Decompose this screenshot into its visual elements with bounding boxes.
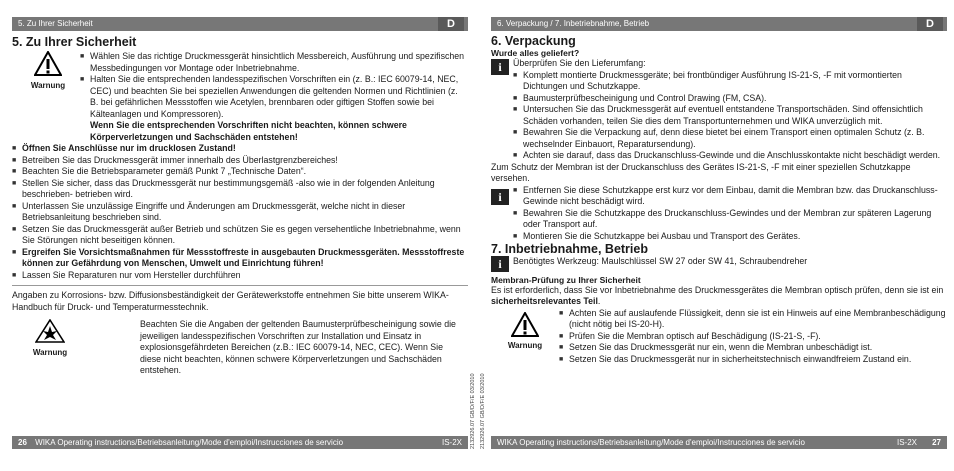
tools-text: Benötigtes Werkzeug: Maulschlüssel SW 27 oder SW 41, Schraubendreher: [513, 256, 808, 266]
warning-item: ■ Halten Sie die entsprechenden landesspezifischen Vorschriften ein (z. B.: IEC 60079-14, NEC, CEC) und beachten Sie bei speziellen Anwendungen die geltenden Normen und Richtlinien (z. B. bei gefährlichen Messstoffen wie Acetylen, brennbaren oder giftigen Stoffen sowie bei Kälteanlagen und Kompressoren).: [80, 74, 468, 120]
left-page: [12, 17, 468, 377]
safety-bullet: ■ Öffnen Sie Anschlüsse nur im drucklosen Zustand!: [12, 143, 468, 155]
right-footer: [491, 436, 947, 449]
left-language-badge: D: [438, 17, 464, 31]
corrosion-note: Angaben zu Korrosions- bzw. Diffusionsbeständigkeit der Gerätewerkstoffe entnehmen Sie bitte unserem WIKA-Handbuch für Druck- und Temperaturmesstechnik.: [12, 285, 468, 313]
left-side-code: 2132926.07 GB/D/F/E 03/2010: [470, 373, 476, 449]
left-page-title: 5. Zu Ihrer Sicherheit: [12, 35, 137, 49]
delivery-item: ■ Untersuchen Sie das Druckmessgerät auf eventuell entstandene Transportschäden. Sind offensichtlich Schäden vorhanden, teilen Sie dies dem Transportunternehmen und WIKA unverzüglich mit.: [513, 104, 947, 127]
left-header-bar: [12, 17, 468, 31]
right-language-badge: D: [917, 17, 943, 31]
section-7-subtitle: Membran-Prüfung zu Ihrer Sicherheit: [491, 274, 641, 285]
delivery-item: ■ Achten sie darauf, dass das Druckanschluss-Gewinde und die Anschlusskontakte nicht beschädigt werden.: [513, 150, 947, 162]
safety-bullet: ■ Ergreifen Sie Vorsichtsmaßnahmen für Messstoffreste in ausgebauten Druckmessgeräten. Messstoffreste können zur Gefährdung von Menschen, Umwelt und Einrichtung führen!: [12, 247, 468, 270]
membrane-warning-icon-group: [499, 312, 551, 352]
ex-warning-label: Warnung: [32, 347, 68, 357]
section-6-subtitle: Wurde alles geliefert?: [491, 48, 580, 58]
right-footer-model: IS-2X: [896, 438, 917, 447]
right-side-code: 2132926.07 GB/D/F/E 03/2010: [480, 373, 486, 449]
safety-bullet: ■ Stellen Sie sicher, dass das Druckmessgerät nur bestimmungsgemäß -also wie in der folgenden Anleitung beschrieben- betrieben wird.: [12, 178, 468, 201]
warning-consequence: Wenn Sie die entsprechenden Vorschriften nicht beachten, können schwere Körperverletzungen und Sachschäden entstehen!: [90, 120, 407, 142]
right-header-bar: [491, 17, 947, 31]
membrane-warning-label: Warnung: [507, 341, 543, 350]
delivery-intro: Überprüfen Sie den Lieferumfang:: [513, 58, 646, 68]
info-icon: i: [491, 256, 509, 272]
explosion-warning-icon: [35, 319, 65, 343]
delivery-check-block: [491, 58, 947, 162]
section-6-title: 6. Verpackung: [491, 34, 576, 48]
membrane-note: Zum Schutz der Membran ist der Druckanschluss des Gerätes IS-21-S, -F mit einer speziellen Schutzkappe versehen.: [491, 161, 911, 183]
membrane-warning-item: ■ Setzen Sie das Druckmessgerät nur in sicherheitstechnisch einwandfreiem Zustand ein.: [559, 354, 947, 366]
membrane-warning-item: ■ Prüfen Sie die Membran optisch auf Beschädigung (IS-21-S, -F).: [559, 331, 947, 343]
cap-item: ■ Montieren Sie die Schutzkappe bei Ausbau und Transport des Gerätes.: [513, 231, 947, 243]
safety-bullet: ■ Setzen Sie das Druckmessgerät außer Betrieb und schützen Sie es gegen versehentliche Inbetriebnahme, wenn Sie Störungen nicht beseitigen können.: [12, 224, 468, 247]
delivery-item: ■ Komplett montierte Druckmessgeräte; bei frontbündiger Ausführung IS-21-S, -F mit vormontierten Dichtungen und Schutzkappe.: [513, 70, 947, 93]
membrane-warning-block: [491, 308, 947, 366]
ex-warning-icon-group: [22, 319, 78, 358]
cap-item: ■ Entfernen Sie diese Schutzkappe erst kurz vor dem Einbau, damit die Membran bzw. das Druckanschluss-Gewinde nicht beschädigt wird.: [513, 185, 947, 208]
membrane-warning-item: ■ Achten Sie auf auslaufende Flüssigkeit, denn sie ist ein Hinweis auf eine Membranbeschädigung (nicht nötig bei IS-20-H).: [559, 308, 947, 331]
membrane-warning-item: ■ Setzen Sie das Druckmessgerät nur ein, wenn die Membran unbeschädigt ist.: [559, 342, 947, 354]
delivery-item: ■ Bewahren Sie die Verpackung auf, denn diese bietet bei einem Transport einen optimalen Schutz (z. B. wechselnder Einbauort, Reparatursendung).: [513, 127, 947, 150]
warning-icon-group: [22, 51, 74, 91]
membrane-check-intro: Es ist erforderlich, dass Sie vor Inbetriebnahme des Druckmessgerätes die Membran optisch prüfen, denn sie ist ein: [491, 284, 944, 295]
safety-bullet: ■ Beachten Sie die Betriebsparameter gemäß Punkt 7 „Technische Daten“.: [12, 166, 468, 178]
warning-label: Warnung: [30, 80, 66, 90]
ex-warning-text: Beachten Sie die Angaben der geltenden Baumusterprüfbescheinigung sowie die jeweiligen landesspezifischen Vorschriften zur Installation und Einsatz in explosionsgefährdeten Bereichen (z.B.: IEC 60079-14, NEC, CEC). Wenn Sie diese nicht beachten, können schwere Körperverletzungen und Sachschäden entstehen.: [140, 319, 456, 375]
left-footer: [12, 436, 468, 449]
right-page-number: 27: [932, 438, 941, 447]
left-header-section: 5. Zu Ihrer Sicherheit: [18, 19, 93, 28]
info-icon: i: [491, 59, 509, 75]
membrane-check-emphasis: sicherheitsrelevantes Teil: [491, 296, 598, 306]
right-header-section: 6. Verpackung / 7. Inbetriebnahme, Betrieb: [497, 19, 650, 28]
warning-triangle-icon: [34, 51, 62, 76]
safety-bullet: ■ Lassen Sie Reparaturen nur vom Hersteller durchführen: [12, 270, 468, 282]
right-footer-text: WIKA Operating instructions/Betriebsanleitung/Mode d'emploi/Instrucciones de servicio: [497, 438, 805, 447]
right-page: [491, 17, 947, 365]
membrane-check-text: [491, 285, 947, 308]
ex-warning-block: [12, 319, 468, 377]
left-footer-model: IS-2X: [441, 438, 462, 447]
cap-item: ■ Bewahren Sie die Schutzkappe des Druckanschluss-Gewindes und der Membran zur späteren Lagerung oder Transport auf.: [513, 208, 947, 231]
warning-triangle-icon: [511, 312, 539, 337]
warning-item: ■ Wählen Sie das richtige Druckmessgerät hinsichtlich Messbereich, Ausführung und spezifischen Messbedingungen vor Montage oder Inbetriebnahme.: [80, 51, 468, 74]
membrane-check-end: .: [597, 296, 601, 306]
cap-block: [491, 185, 947, 243]
left-page-number: 26: [18, 438, 27, 447]
safety-bullet: ■ Betreiben Sie das Druckmessgerät immer innerhalb des Überlastgrenzbereiches!: [12, 155, 468, 167]
left-footer-text: WIKA Operating instructions/Betriebsanleitung/Mode d'emploi/Instrucciones de servicio: [35, 438, 344, 447]
info-icon: i: [491, 189, 509, 205]
safety-bullet: ■ Unterlassen Sie unzulässige Eingriffe und Änderungen am Druckmessgerät, welche nicht in dieser Betriebsanleitung beschrieben sind.: [12, 201, 468, 224]
tools-block: [491, 256, 947, 271]
section-7-title: 7. Inbetriebnahme, Betrieb: [491, 242, 648, 256]
warning-block: [12, 51, 468, 143]
delivery-item: ■ Baumusterprüfbescheinigung und Control Drawing (FM, CSA).: [513, 93, 947, 105]
